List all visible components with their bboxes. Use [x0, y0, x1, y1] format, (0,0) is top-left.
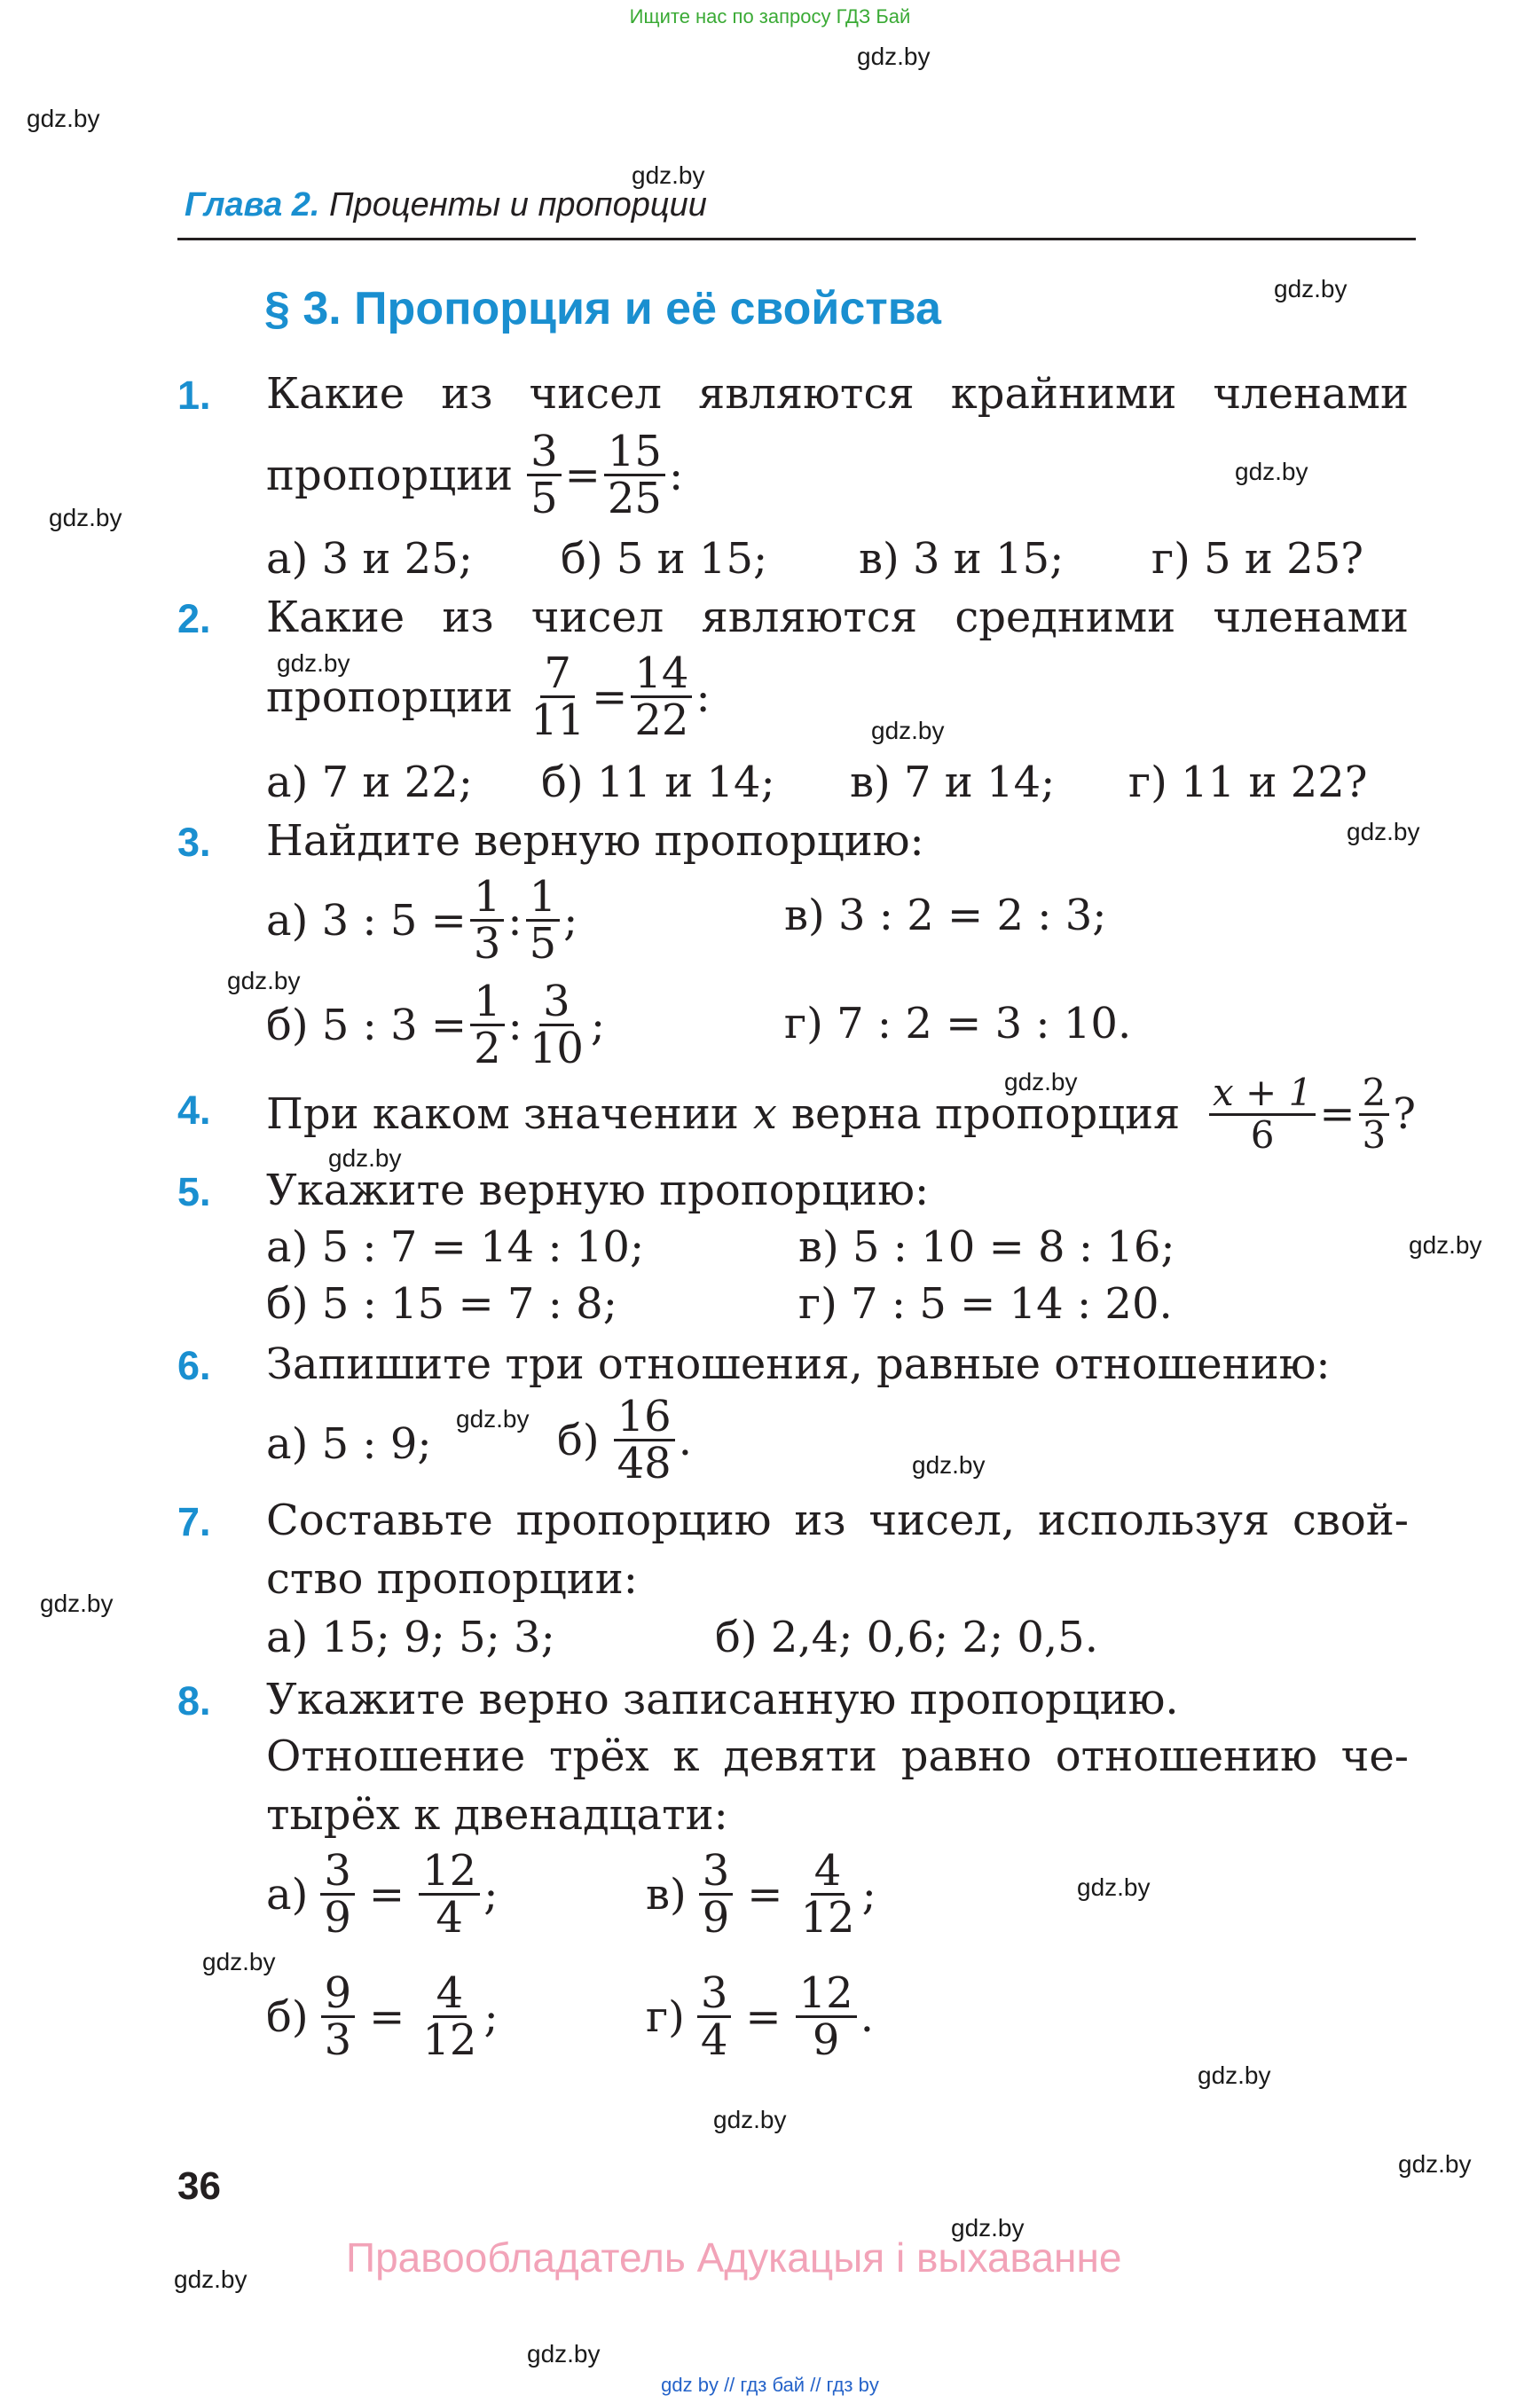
period: . — [860, 1991, 874, 2042]
task-8-option-b — [266, 1968, 499, 2066]
watermark: gdz.by — [1409, 1231, 1482, 1259]
task-8-option-a — [266, 1846, 499, 1944]
watermark: gdz.by — [1398, 2150, 1472, 2178]
option: г) 5 и 25? — [1151, 534, 1363, 584]
option-prefix: б) 5 : 3 = — [266, 1000, 468, 1050]
option: г) 7 : 5 = 14 : 20. — [798, 1279, 1173, 1329]
task-number: 3. — [177, 820, 211, 865]
watermark: gdz.by — [632, 161, 705, 189]
watermark: gdz.by — [1004, 1068, 1078, 1095]
watermark: gdz.by — [871, 717, 945, 744]
fraction: $\frac{9}{3}$ — [321, 1971, 356, 2063]
proportion-prefix: пропорции — [266, 671, 514, 722]
semicolon: ; — [483, 1991, 499, 2042]
watermark: gdz.by — [857, 43, 931, 70]
chapter-heading — [185, 186, 707, 224]
watermark: gdz.by — [1347, 818, 1420, 845]
fraction: $\frac{16}{48}$ — [614, 1394, 675, 1487]
watermark: gdz.by — [912, 1451, 986, 1479]
task-8-text-cont: Отношение трёх к девяти равно отношению че- — [266, 1732, 1409, 1781]
watermark: gdz.by — [174, 2266, 248, 2293]
option: б) 5 : 15 = 7 : 8; — [266, 1279, 617, 1329]
option-prefix: б) — [557, 1415, 600, 1465]
chapter-title: Проценты и пропорции — [329, 186, 707, 224]
option: в) 5 : 10 = 8 : 16; — [798, 1222, 1175, 1272]
question-mark: ? — [1393, 1089, 1416, 1139]
watermark: gdz.by — [328, 1144, 402, 1172]
task-3-option-b — [266, 979, 605, 1072]
semicolon: ; — [563, 895, 578, 946]
task-8-text-cont: тырёх к двенадцати: — [266, 1790, 728, 1840]
equals-sign: = — [368, 1869, 405, 1920]
watermark: gdz.by — [27, 105, 100, 132]
task-number: 5. — [177, 1169, 211, 1214]
semicolon: ; — [483, 1869, 499, 1920]
option: а) 5 : 9; — [266, 1419, 432, 1469]
fraction: $\frac{15}{25}$ — [604, 429, 665, 522]
fraction: $\frac{7}{11}$ — [530, 648, 585, 746]
watermark: gdz.by — [202, 1948, 276, 1975]
fraction: $\frac{4}{12}$ — [422, 1968, 477, 2066]
task-7-text: Составьте пропорцию из чисел, используя свой- — [266, 1496, 1409, 1545]
option: в) 3 и 15; — [859, 534, 1065, 584]
watermark: gdz.by — [713, 2106, 787, 2133]
watermark: gdz.by — [456, 1405, 530, 1433]
top-banner: Ищите нас по запросу ГДЗ Бай — [629, 5, 911, 27]
fraction: $\frac{3}{4}$ — [697, 1971, 732, 2063]
task-2-proportion — [266, 648, 711, 746]
watermark: gdz.by — [527, 2340, 601, 2368]
task-3-text: Найдите верную пропорцию: — [266, 816, 924, 866]
header-divider — [177, 238, 1416, 240]
task-3-option-v: в) 3 : 2 = 2 : 3; — [784, 891, 1107, 940]
task-number: 6. — [177, 1343, 211, 1388]
watermark: gdz.by — [951, 2214, 1025, 2242]
option: б) 11 и 14; — [541, 758, 775, 807]
task-4-proportion — [1206, 1071, 1416, 1157]
task-5-text: Укажите верную пропорцию: — [266, 1166, 930, 1215]
equals-sign: = — [747, 1869, 783, 1920]
variable: x — [752, 1089, 777, 1139]
fraction: $\frac{3}{10}$ — [529, 977, 584, 1074]
copyright-notice: Правообладатель Адукацыя і выхаванне — [346, 2234, 1122, 2281]
option-prefix: г) — [646, 1991, 685, 2042]
proportion-prefix: пропорции — [266, 450, 514, 500]
fraction: $\frac{2}{3}$ — [1359, 1073, 1390, 1154]
task-number: 2. — [177, 596, 211, 641]
option-prefix: а) 3 : 5 = — [266, 895, 467, 946]
chapter-label: Глава 2. — [185, 186, 320, 224]
fraction: $\frac{12}{9}$ — [796, 1971, 857, 2063]
colon: : — [507, 895, 522, 946]
option-prefix: б) — [266, 1991, 309, 2042]
fraction: $\frac{3}{5}$ — [527, 429, 562, 522]
task-6-option-b — [557, 1394, 692, 1487]
option: а) 15; 9; 5; 3; — [266, 1613, 555, 1662]
watermark: gdz.by — [227, 967, 301, 994]
option: а) 5 : 7 = 14 : 10; — [266, 1222, 645, 1272]
equals-sign: = — [564, 450, 601, 500]
fraction: $\frac{3}{9}$ — [320, 1849, 355, 1941]
task-8-option-g — [646, 1968, 874, 2066]
fraction: $\frac{1}{2}$ — [470, 979, 505, 1072]
task-6-text: Запишите три отношения, равные отношению: — [266, 1339, 1331, 1389]
task-4-text — [266, 1068, 1416, 1160]
equals-sign: = — [1319, 1089, 1355, 1139]
bottom-links[interactable]: gdz by // гдз бай // гдз by — [661, 2374, 879, 2396]
task-8-text: Укажите верно записанную пропорцию. — [266, 1675, 1179, 1724]
colon: : — [668, 450, 684, 500]
fraction: $\frac{3}{9}$ — [699, 1849, 734, 1941]
page-number: 36 — [177, 2164, 221, 2208]
watermark: gdz.by — [40, 1590, 114, 1617]
fraction: $\frac{1}{3}$ — [470, 875, 505, 967]
period: . — [678, 1415, 692, 1465]
task-number: 4. — [177, 1088, 211, 1133]
watermark: gdz.by — [49, 504, 122, 531]
task-number: 1. — [177, 373, 211, 418]
section-title: § 3. Пропорция и её свойства — [264, 283, 941, 334]
watermark: gdz.by — [277, 649, 350, 677]
fraction: $\frac{4}{12}$ — [800, 1846, 855, 1944]
task-number: 7. — [177, 1499, 211, 1544]
task-3-option-a — [266, 872, 578, 970]
task-8-option-v — [646, 1846, 876, 1944]
option-prefix: в) — [646, 1869, 687, 1920]
text-part: При каком значении — [266, 1089, 739, 1139]
watermark: gdz.by — [1077, 1873, 1151, 1901]
option: б) 5 и 15; — [561, 534, 768, 584]
option: а) 7 и 22; — [266, 758, 473, 807]
task-7-text-cont: ство пропорции: — [266, 1554, 638, 1604]
equals-sign: = — [745, 1991, 782, 2042]
task-number: 8. — [177, 1678, 211, 1724]
semicolon: ; — [861, 1869, 876, 1920]
task-1-proportion — [266, 429, 683, 522]
watermark: gdz.by — [1274, 275, 1348, 302]
colon: : — [507, 1000, 522, 1050]
option: а) 3 и 25; — [266, 534, 473, 584]
semicolon: ; — [590, 1000, 606, 1050]
fraction: $\frac{12}{4}$ — [419, 1849, 480, 1941]
equals-sign: = — [369, 1991, 405, 2042]
option: в) 7 и 14; — [850, 758, 1056, 807]
text-part: верна пропорция — [790, 1089, 1181, 1139]
option: б) 2,4; 0,6; 2; 0,5. — [715, 1613, 1098, 1662]
fraction: $\frac{14}{22}$ — [631, 651, 692, 743]
option-prefix: а) — [266, 1869, 309, 1920]
task-1-text: Какие из чисел являются крайними членами — [266, 369, 1409, 419]
task-3-option-g: г) 7 : 2 = 3 : 10. — [784, 999, 1132, 1048]
equals-sign: = — [592, 671, 628, 722]
watermark: gdz.by — [1235, 458, 1308, 485]
text — [266, 1089, 1181, 1139]
watermark: gdz.by — [1198, 2061, 1271, 2089]
fraction: $\frac{1}{5}$ — [526, 875, 561, 967]
colon: : — [695, 671, 711, 722]
fraction: $\frac{x + 1}{6}$ — [1209, 1073, 1316, 1154]
option: г) 11 и 22? — [1128, 758, 1368, 807]
task-2-text: Какие из чисел являются средними членами — [266, 593, 1409, 642]
